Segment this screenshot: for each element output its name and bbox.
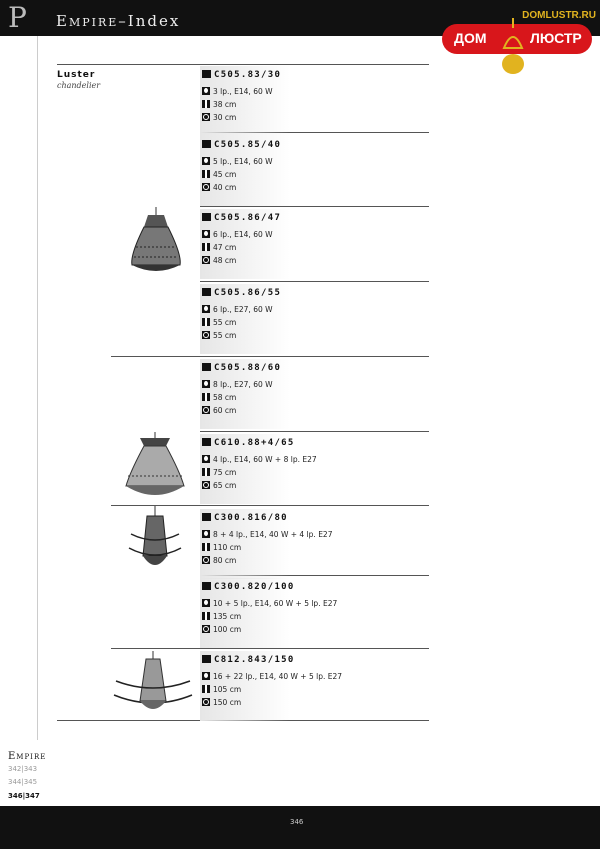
square-icon	[202, 513, 211, 521]
bulb-icon	[202, 455, 210, 463]
height-spec: 47 cm	[202, 243, 236, 252]
lamp-spec: 8 lp., E27, 60 W	[202, 380, 273, 389]
height-spec: 58 cm	[202, 393, 236, 402]
height-icon	[202, 318, 210, 326]
chandelier-image	[122, 432, 188, 504]
divider	[200, 206, 429, 207]
product-code: C505.86/47	[202, 213, 281, 223]
diameter-spec: 150 cm	[202, 698, 241, 707]
lamp-spec: 3 lp., E14, 60 W	[202, 87, 273, 96]
height-icon	[202, 393, 210, 401]
section-subtitle: chandelier	[57, 81, 101, 90]
sidenav-page-link[interactable]: 342|343	[8, 765, 38, 773]
square-icon	[202, 288, 211, 296]
divider	[200, 281, 429, 282]
square-icon	[202, 213, 211, 221]
divider	[200, 431, 429, 432]
chandelier-image	[126, 207, 186, 279]
product-entry[interactable]	[200, 209, 290, 279]
height-spec: 105 cm	[202, 685, 241, 694]
product-entry[interactable]	[200, 509, 333, 579]
lamp-spec: 8 + 4 lp., E14, 40 W + 4 lp. E27	[202, 530, 332, 539]
diameter-icon	[202, 331, 210, 339]
page-title: Empire–Index	[56, 12, 181, 30]
title-sub: Index	[127, 12, 181, 30]
square-icon	[202, 438, 211, 446]
diameter-spec: 48 cm	[202, 256, 236, 265]
diameter-spec: 60 cm	[202, 406, 236, 415]
bulb-icon	[202, 530, 210, 538]
square-icon	[202, 363, 211, 371]
diameter-icon	[202, 406, 210, 414]
diameter-spec: 40 cm	[202, 183, 236, 192]
product-code: C300.816/80	[202, 513, 288, 523]
height-icon	[202, 170, 210, 178]
product-entry[interactable]	[200, 66, 290, 136]
brand-word-left: ДОМ	[454, 30, 487, 46]
bulb-icon	[202, 380, 210, 388]
product-code: C505.85/40	[202, 140, 281, 150]
diameter-icon	[202, 556, 210, 564]
square-icon	[202, 70, 211, 78]
height-spec: 75 cm	[202, 468, 236, 477]
product-entry[interactable]	[200, 651, 343, 721]
height-icon	[202, 685, 210, 693]
diameter-icon	[202, 698, 210, 706]
product-code: C505.83/30	[202, 70, 281, 80]
lamp-spec: 10 + 5 lp., E14, 60 W + 5 lp. E27	[202, 599, 337, 608]
product-code: C610.88+4/65	[202, 438, 295, 448]
bulb-icon	[202, 87, 210, 95]
height-spec: 38 cm	[202, 100, 236, 109]
lamp-spec: 6 lp., E14, 60 W	[202, 230, 273, 239]
product-code: C300.820/100	[202, 582, 295, 592]
sidenav-page-link[interactable]: 344|345	[8, 778, 38, 786]
height-icon	[202, 100, 210, 108]
diameter-spec: 80 cm	[202, 556, 236, 565]
page-number: 346	[290, 818, 304, 826]
product-entry[interactable]	[200, 434, 317, 504]
diameter-icon	[202, 183, 210, 191]
square-icon	[202, 140, 211, 148]
bulb-icon	[202, 305, 210, 313]
section-title: Luster	[57, 70, 96, 80]
lamp-spec: 4 lp., E14, 60 W + 8 lp. E27	[202, 455, 317, 464]
height-spec: 110 cm	[202, 543, 241, 552]
divider	[57, 64, 429, 65]
height-icon	[202, 543, 210, 551]
diameter-spec: 55 cm	[202, 331, 236, 340]
divider	[111, 356, 429, 357]
lamp-icon	[498, 18, 528, 78]
height-spec: 45 cm	[202, 170, 236, 179]
square-icon	[202, 655, 211, 663]
height-icon	[202, 612, 210, 620]
product-entry[interactable]	[200, 284, 290, 354]
sidenav-page-current[interactable]: 346|347	[8, 792, 40, 800]
diameter-spec: 65 cm	[202, 481, 236, 490]
product-entry[interactable]	[200, 578, 338, 648]
product-code: C505.88/60	[202, 363, 281, 373]
square-icon	[202, 582, 211, 590]
divider	[111, 648, 429, 649]
left-divider	[37, 36, 38, 740]
diameter-icon	[202, 625, 210, 633]
diameter-spec: 30 cm	[202, 113, 236, 122]
page-footer	[0, 806, 600, 849]
bulb-icon	[202, 157, 210, 165]
product-entry[interactable]	[200, 359, 290, 429]
bulb-icon	[202, 599, 210, 607]
chandelier-image	[127, 506, 183, 578]
brand-logo-icon: P	[8, 1, 27, 34]
diameter-spec: 100 cm	[202, 625, 241, 634]
bulb-icon	[202, 230, 210, 238]
product-code: C812.843/150	[202, 655, 295, 665]
lamp-spec: 6 lp., E27, 60 W	[202, 305, 273, 314]
lamp-spec: 16 + 22 lp., E14, 40 W + 5 lp. E27	[202, 672, 342, 681]
diameter-icon	[202, 481, 210, 489]
bulb-icon	[202, 672, 210, 680]
sidenav-title: Empire	[8, 751, 47, 762]
diameter-icon	[202, 113, 210, 121]
height-icon	[202, 243, 210, 251]
height-spec: 135 cm	[202, 612, 241, 621]
chandelier-image	[112, 651, 194, 719]
product-code: C505.86/55	[202, 288, 281, 298]
brand-url: DOMLUSTR.RU	[522, 10, 596, 21]
title-main: Empire	[56, 12, 119, 30]
height-spec: 55 cm	[202, 318, 236, 327]
domlustr-logo[interactable]	[440, 6, 596, 86]
brand-word-right: ЛЮСТР	[530, 30, 582, 46]
height-icon	[202, 468, 210, 476]
lamp-spec: 5 lp., E14, 60 W	[202, 157, 273, 166]
diameter-icon	[202, 256, 210, 264]
product-entry[interactable]	[200, 136, 290, 206]
